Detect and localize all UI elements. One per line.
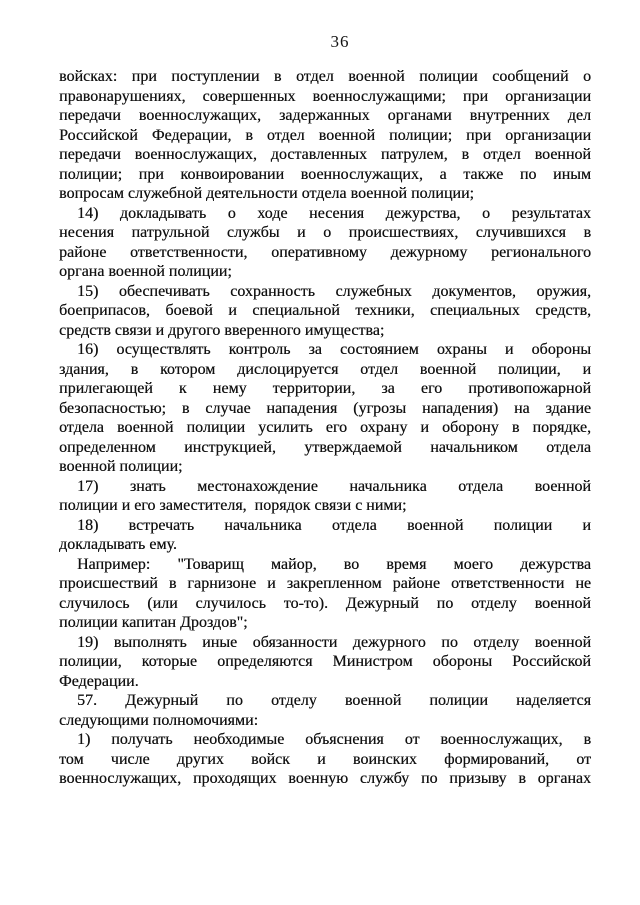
text-line: правонарушениях, совершенных военнослужащими; при организации — [59, 87, 591, 105]
text-line: войсках: при поступлении в отдел военной полиции сообщений о — [59, 68, 591, 85]
text-line: военнослужащих, проходящих военную службу по призыву в органах — [59, 770, 591, 787]
text-line: 15) обеспечивать сохранность служебных документов, оружия, — [77, 282, 591, 300]
text-line: средств связи и другого вверенного имущества; — [59, 321, 385, 339]
text-line: безопасностью; в случае нападения (угрозы нападения) на здание — [59, 399, 591, 417]
text-line: Федерации. — [59, 672, 139, 690]
text-line: 1) получать необходимые объяснения от военнослужащих, в — [77, 731, 591, 748]
text-line: том числе других войск и воинских формирований, от — [59, 750, 591, 768]
text-block — [59, 67, 591, 789]
text-line: органа военной полиции; — [59, 263, 232, 280]
text-line: передачи военнослужащих, задержанных органами внутренних дел — [59, 107, 591, 124]
text-line: отдела военной полиции усилить его охрану и оборону в порядке, — [59, 419, 591, 436]
text-line: определенном инструкцией, утверждаемой начальником отдела — [59, 438, 591, 456]
text-line: несения патрульной службы и о происшествиях, случившихся в — [59, 224, 591, 241]
text-line: районе ответственности, оперативному дежурному регионального — [59, 243, 591, 261]
text-line: полиции и его заместителя, порядок связи с ними; — [59, 497, 407, 514]
text-line: прилегающей к нему территории, за его противопожарной — [59, 380, 591, 397]
text-line: происшествий в гарнизоне и закрепленном районе ответственности не — [59, 575, 591, 592]
text-line: 57. Дежурный по отделу военной полиции наделяется — [77, 692, 591, 709]
text-line: 19) выполнять иные обязанности дежурного по отделу военной — [77, 633, 591, 651]
text-line: 16) осуществлять контроль за состоянием охраны и обороны — [77, 341, 591, 358]
text-line: военной полиции; — [59, 458, 183, 475]
text-line: передачи военнослужащих, доставленных патрулем, в отдел военной — [59, 146, 591, 163]
text-line: случилось (или случилось то-то). Дежурный по отделу военной — [59, 594, 591, 612]
text-line: полиции, которые определяются Министром обороны Российской — [59, 653, 591, 670]
text-line: докладывать ему. — [59, 536, 177, 553]
text-line: полиции капитан Дроздов"; — [59, 614, 248, 631]
text-line: Например: "Товарищ майор, во время моего дежурства — [77, 555, 591, 573]
text-line: 17) знать местонахождение начальника отдела военной — [77, 477, 591, 495]
text-line: 14) докладывать о ходе несения дежурства, о результатах — [77, 204, 591, 222]
text-line: здания, в котором дислоцируется отдел военной полиции, и — [59, 360, 591, 378]
text-line: вопросам служебной деятельности отдела военной полиции; — [59, 185, 474, 202]
text-line: полиции; при конвоировании военнослужащих, а также по иным — [59, 165, 591, 183]
text-line: следующими полномочиями: — [59, 711, 259, 729]
text-line: боеприпасов, боевой и специальной техники, специальных средств, — [59, 302, 591, 319]
text-line: Российской Федерации, в отдел военной полиции; при организации — [59, 126, 591, 144]
text-line: 18) встречать начальника отдела военной полиции и — [77, 516, 591, 534]
page-number: 36 — [330, 32, 350, 51]
